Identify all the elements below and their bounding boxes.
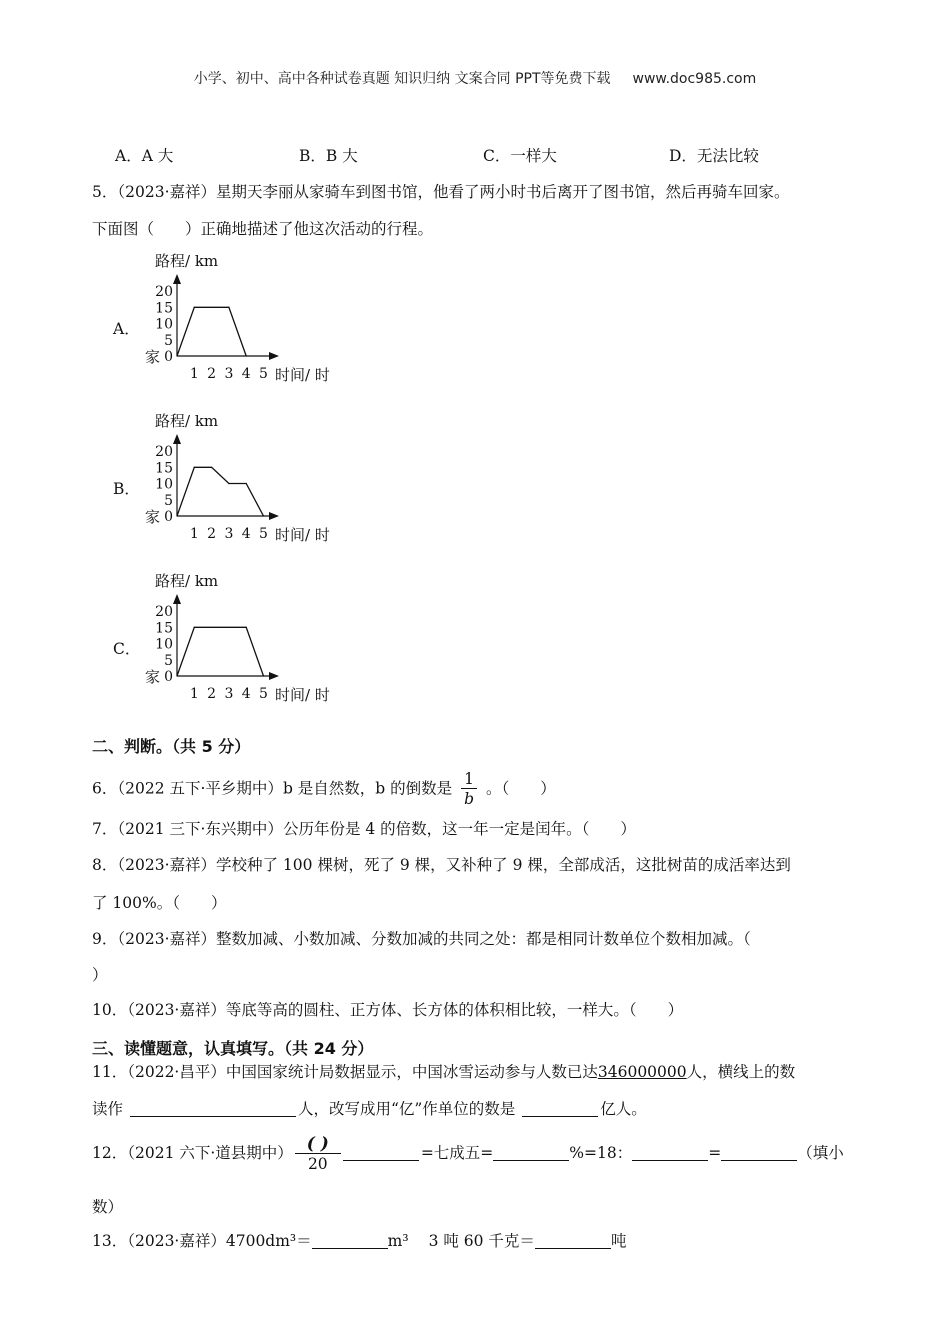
graph-option-c-label: C． bbox=[113, 640, 141, 658]
y-axis-arrow bbox=[173, 274, 181, 284]
y-tick-label: 15 bbox=[155, 620, 173, 637]
question-text: 星期天李丽从家骑车到图书馆，他看了两小时书后离开了图书馆，然后再骑车回家。 bbox=[216, 183, 790, 201]
question-text: 公历年份是 4 的倍数，这一年一定是闰年。（ ） bbox=[282, 820, 636, 838]
data-point bbox=[263, 675, 264, 676]
fraction-blank-over-20 bbox=[295, 1135, 341, 1174]
q4-option-d: D．无法比较 bbox=[669, 147, 759, 165]
question-number: 12． bbox=[92, 1144, 128, 1162]
x-tick-label: 3 bbox=[224, 366, 234, 382]
answer-blank[interactable] bbox=[343, 1144, 419, 1161]
question-text: 人，横线上的数 bbox=[686, 1063, 796, 1081]
x-tick-label: 5 bbox=[259, 366, 268, 382]
underlined-number: 346000000 bbox=[597, 1063, 687, 1081]
home-label: 家 bbox=[145, 668, 161, 686]
question-5-line-2: 下面图（ ）正确地描述了他这次活动的行程。 bbox=[92, 220, 434, 238]
section-2-title: 二、判断。（共 5 分） bbox=[92, 737, 251, 756]
data-point bbox=[194, 467, 195, 468]
header-text: 小学、初中、高中各种试卷真题 知识归纳 文案合同 PPT等免费下载 bbox=[193, 71, 611, 87]
y-axis-label: 路程/ km bbox=[155, 572, 219, 590]
distance-line bbox=[177, 627, 264, 676]
question-11-line-1 bbox=[92, 1062, 795, 1082]
question-12-line-1 bbox=[92, 1131, 844, 1175]
question-6 bbox=[92, 770, 556, 809]
question-number: 10． bbox=[92, 1001, 128, 1019]
section-3-title: 三、读懂题意，认真填写。（共 24 分） bbox=[92, 1039, 374, 1058]
fraction-denominator: 20 bbox=[307, 1154, 328, 1173]
question-text: b 是自然数，b 的倒数是 bbox=[282, 779, 453, 798]
fraction-numerator: ( ) bbox=[295, 1135, 341, 1154]
question-number: 6． bbox=[92, 779, 118, 798]
y-tick-label: 15 bbox=[155, 300, 173, 317]
y-tick-label: 15 bbox=[155, 460, 173, 477]
answer-blank[interactable] bbox=[493, 1144, 569, 1161]
x-tick-label: 2 bbox=[207, 366, 217, 382]
x-axis-label: 时间/ 时 bbox=[275, 686, 330, 704]
y-axis-label: 路程/ km bbox=[155, 252, 219, 270]
x-axis-arrow bbox=[269, 352, 279, 360]
home-label: 家 bbox=[145, 508, 161, 526]
question-source: （2023·嘉祥） bbox=[117, 183, 216, 201]
question-9-line-2: ） bbox=[92, 966, 108, 984]
question-number: 13． bbox=[92, 1232, 128, 1250]
question-text: 吨 bbox=[610, 1232, 627, 1250]
answer-blank[interactable] bbox=[130, 1100, 296, 1117]
question-number: 8． bbox=[92, 856, 118, 874]
data-point bbox=[176, 515, 177, 516]
data-point bbox=[246, 355, 247, 356]
y-tick-label: 5 bbox=[164, 652, 173, 669]
graph-option-b-label: B． bbox=[113, 480, 140, 498]
question-source: （2023·嘉祥） bbox=[127, 1232, 226, 1250]
x-axis-arrow bbox=[269, 512, 279, 520]
data-point bbox=[211, 467, 212, 468]
x-tick-label: 2 bbox=[207, 526, 217, 542]
graph-option-a-label: A． bbox=[113, 320, 140, 338]
x-tick-label: 5 bbox=[259, 686, 268, 702]
question-number: 5． bbox=[92, 183, 118, 201]
question-text: 等底等高的圆柱、正方体、长方体的体积相比较，一样大。（ ） bbox=[225, 1001, 684, 1019]
page-header bbox=[0, 68, 950, 88]
question-text: 中国国家统计局数据显示，中国冰雪运动参与人数已达 bbox=[225, 1063, 598, 1081]
question-9-line-1 bbox=[92, 929, 751, 949]
question-source: （2023·嘉祥） bbox=[127, 1001, 226, 1019]
data-point bbox=[263, 515, 264, 516]
y-tick-label: 0 bbox=[164, 349, 173, 365]
distance-time-graph bbox=[145, 408, 365, 548]
y-tick-label: 5 bbox=[164, 492, 173, 509]
question-5-line-1 bbox=[92, 182, 790, 202]
data-point bbox=[176, 355, 177, 356]
question-text: 4700dm³＝ bbox=[225, 1232, 312, 1250]
question-8-line-1 bbox=[92, 855, 791, 875]
x-tick-label: 5 bbox=[259, 526, 268, 542]
x-tick-label: 4 bbox=[241, 686, 251, 702]
question-source: （2021 六下·道县期中） bbox=[127, 1144, 293, 1162]
answer-blank[interactable] bbox=[632, 1144, 708, 1161]
question-number: 9． bbox=[92, 930, 118, 948]
question-text: %=18： bbox=[569, 1144, 633, 1162]
distance-time-graph bbox=[145, 248, 365, 388]
question-source: （2021 三下·东兴期中） bbox=[117, 820, 283, 838]
fraction-numerator: 1 bbox=[461, 770, 477, 789]
data-point bbox=[246, 483, 247, 484]
x-tick-label: 4 bbox=[241, 366, 251, 382]
y-tick-label: 10 bbox=[155, 636, 173, 653]
question-text: =七成五= bbox=[420, 1144, 494, 1162]
distance-line bbox=[177, 307, 246, 356]
x-tick-label: 1 bbox=[189, 366, 199, 382]
q4-option-b: B．B 大 bbox=[299, 147, 358, 165]
x-tick-label: 3 bbox=[224, 686, 234, 702]
y-tick-label: 10 bbox=[155, 476, 173, 493]
answer-blank[interactable] bbox=[721, 1144, 797, 1161]
y-tick-label: 0 bbox=[164, 669, 173, 685]
answer-blank[interactable] bbox=[535, 1232, 611, 1249]
question-text: （填小 bbox=[797, 1144, 844, 1162]
x-axis-label: 时间/ 时 bbox=[275, 526, 330, 544]
question-number: 11． bbox=[92, 1063, 128, 1081]
header-url: www.doc985.com bbox=[632, 71, 757, 87]
y-tick-label: 20 bbox=[155, 444, 173, 460]
question-text: 3 吨 60 千克＝ bbox=[428, 1232, 535, 1250]
x-axis-label: 时间/ 时 bbox=[275, 366, 330, 384]
answer-blank[interactable] bbox=[312, 1232, 388, 1249]
x-tick-label: 4 bbox=[241, 526, 251, 542]
question-text: m³ bbox=[387, 1232, 409, 1250]
data-point bbox=[176, 675, 177, 676]
y-tick-label: 10 bbox=[155, 316, 173, 333]
question-number: 7． bbox=[92, 820, 118, 838]
question-text: 整数加减、小数加减、分数加减的共同之处：都是相同计数单位个数相加减。（ bbox=[216, 930, 751, 948]
x-axis-arrow bbox=[269, 672, 279, 680]
x-tick-label: 1 bbox=[189, 526, 199, 542]
y-axis-arrow bbox=[173, 434, 181, 444]
question-text: 人，改写成用“亿”作单位的数是 bbox=[297, 1100, 516, 1118]
graph-c bbox=[145, 568, 365, 708]
question-source: （2023·嘉祥） bbox=[117, 930, 216, 948]
y-tick-label: 0 bbox=[164, 509, 173, 525]
distance-time-graph bbox=[145, 568, 365, 708]
question-12-line-2: 数） bbox=[92, 1198, 124, 1216]
x-tick-label: 1 bbox=[189, 686, 199, 702]
question-8-line-2: 了 100%。（ ） bbox=[92, 894, 227, 912]
question-7 bbox=[92, 819, 636, 839]
question-source: （2022·昌平） bbox=[127, 1063, 226, 1081]
home-label: 家 bbox=[145, 348, 161, 366]
question-source: （2022 五下·平乡期中） bbox=[117, 779, 283, 798]
fraction-one-over-b bbox=[461, 770, 477, 809]
x-tick-label: 3 bbox=[224, 526, 234, 542]
y-axis-label: 路程/ km bbox=[155, 412, 219, 430]
data-point bbox=[194, 627, 195, 628]
question-10 bbox=[92, 1000, 683, 1020]
question-text: 学校种了 100 棵树，死了 9 棵，又补种了 9 棵，全部成活，这批树苗的成活率达到 bbox=[216, 856, 791, 874]
question-text: = bbox=[708, 1144, 722, 1162]
question-11-line-2 bbox=[92, 1099, 647, 1119]
question-tail: 。（ ） bbox=[485, 779, 556, 798]
data-point bbox=[228, 307, 229, 308]
question-text: 读作 bbox=[92, 1100, 124, 1118]
data-point bbox=[246, 627, 247, 628]
answer-blank[interactable] bbox=[522, 1100, 598, 1117]
q4-option-a: A．A 大 bbox=[115, 147, 174, 165]
data-point bbox=[228, 483, 229, 484]
y-tick-label: 5 bbox=[164, 332, 173, 349]
question-text: 亿人。 bbox=[600, 1100, 647, 1118]
question-source: （2023·嘉祥） bbox=[117, 856, 216, 874]
distance-line bbox=[177, 467, 264, 516]
y-axis-arrow bbox=[173, 594, 181, 604]
y-tick-label: 20 bbox=[155, 604, 173, 620]
q4-option-c: C．一样大 bbox=[483, 147, 557, 165]
graph-a bbox=[145, 248, 365, 388]
y-tick-label: 20 bbox=[155, 284, 173, 300]
question-13 bbox=[92, 1231, 626, 1251]
fraction-denominator: b bbox=[464, 790, 475, 808]
graph-b bbox=[145, 408, 365, 548]
data-point bbox=[194, 307, 195, 308]
x-tick-label: 2 bbox=[207, 686, 217, 702]
